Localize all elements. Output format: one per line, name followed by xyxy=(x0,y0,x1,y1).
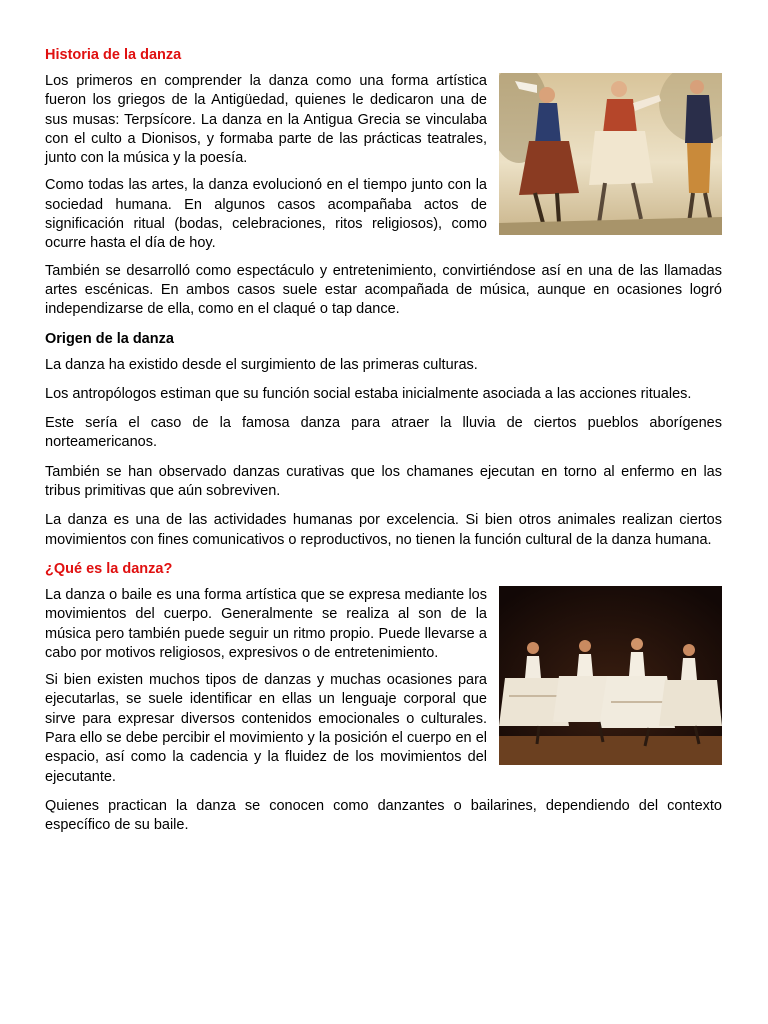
paragraph: También se desarrolló como espectáculo y entretenimiento, convirtiéndose así en una de las llamadas artes escénicas. En ambos casos suele estar acompañada de música, aunque en ocasiones logró independizarse de ella, como en el claqué o tap dance. xyxy=(45,262,722,318)
paragraph: La danza es una de las actividades humanas por excelencia. Si bien otros animales realizan ciertos movimientos con fines comunicativos o reproductivos, no tienen la función cultural de la danza humana. xyxy=(45,512,722,548)
stage-dancers-photo xyxy=(499,586,722,765)
stage-dancers-art xyxy=(499,586,722,765)
heading-origen: Origen de la danza xyxy=(45,330,174,347)
painting-dancers-art xyxy=(499,73,722,235)
paragraph: Si bien existen muchos tipos de danzas y muchas ocasiones para ejecutarlas, se suele identificar en ellas un lenguaje corporal que sirve para expresar diversos contenidos emocionales o culturales. Para ello se debe percibir el movimiento y la posición el cuerpo en el espacio, así como la cadencia y la fluidez de los movimientos del ejecutante. xyxy=(45,672,487,785)
heading-que-es: ¿Qué es la danza? xyxy=(45,560,173,577)
paragraph: Quienes practican la danza se conocen como danzantes o bailarines, dependiendo del contexto específico de su baile. xyxy=(45,797,722,834)
paragraph: También se han observado danzas curativas que los chamanes ejecutan en torno al enfermo en las tribus primitivas que aún sobreviven. xyxy=(45,463,722,500)
painting-dancers-image xyxy=(499,73,722,235)
paragraph: La danza o baile es una forma artística que se expresa mediante los movimientos del cuerpo. Generalmente se realiza al son de la música pero también puede seguir un ritmo propio. Puede llevarse a cabo por motivos religiosos, expresivos o de entretenimiento. xyxy=(45,586,487,661)
paragraph: Este sería el caso de la famosa danza para atraer la lluvia de ciertos pueblos aborígenes norteamericanos. xyxy=(45,415,722,451)
heading-historia: Historia de la danza xyxy=(45,47,182,63)
paragraph: Como todas las artes, la danza evolucionó en el tiempo junto con la sociedad humana. En algunos casos acompañaba actos de significación ritual (bodas, celebraciones, ritos religiosos), como ocurre hasta el día de hoy. xyxy=(45,177,487,252)
paragraph: Los antropólogos estiman que su función social estaba inicialmente asociada a las acciones rituales. xyxy=(45,385,692,402)
document-page xyxy=(45,45,722,836)
paragraph: La danza ha existido desde el surgimiento de las primeras culturas. xyxy=(45,356,478,373)
paragraph: Los primeros en comprender la danza como una forma artística fueron los griegos de la Antigüedad, quienes le dedicaron una de sus musas: Terpsícore. La danza en la Antigua Grecia se vinculaba con el culto a Dionisos, y formaba parte de las prácticas teatrales, junto con la música y la poesía. xyxy=(45,73,487,167)
